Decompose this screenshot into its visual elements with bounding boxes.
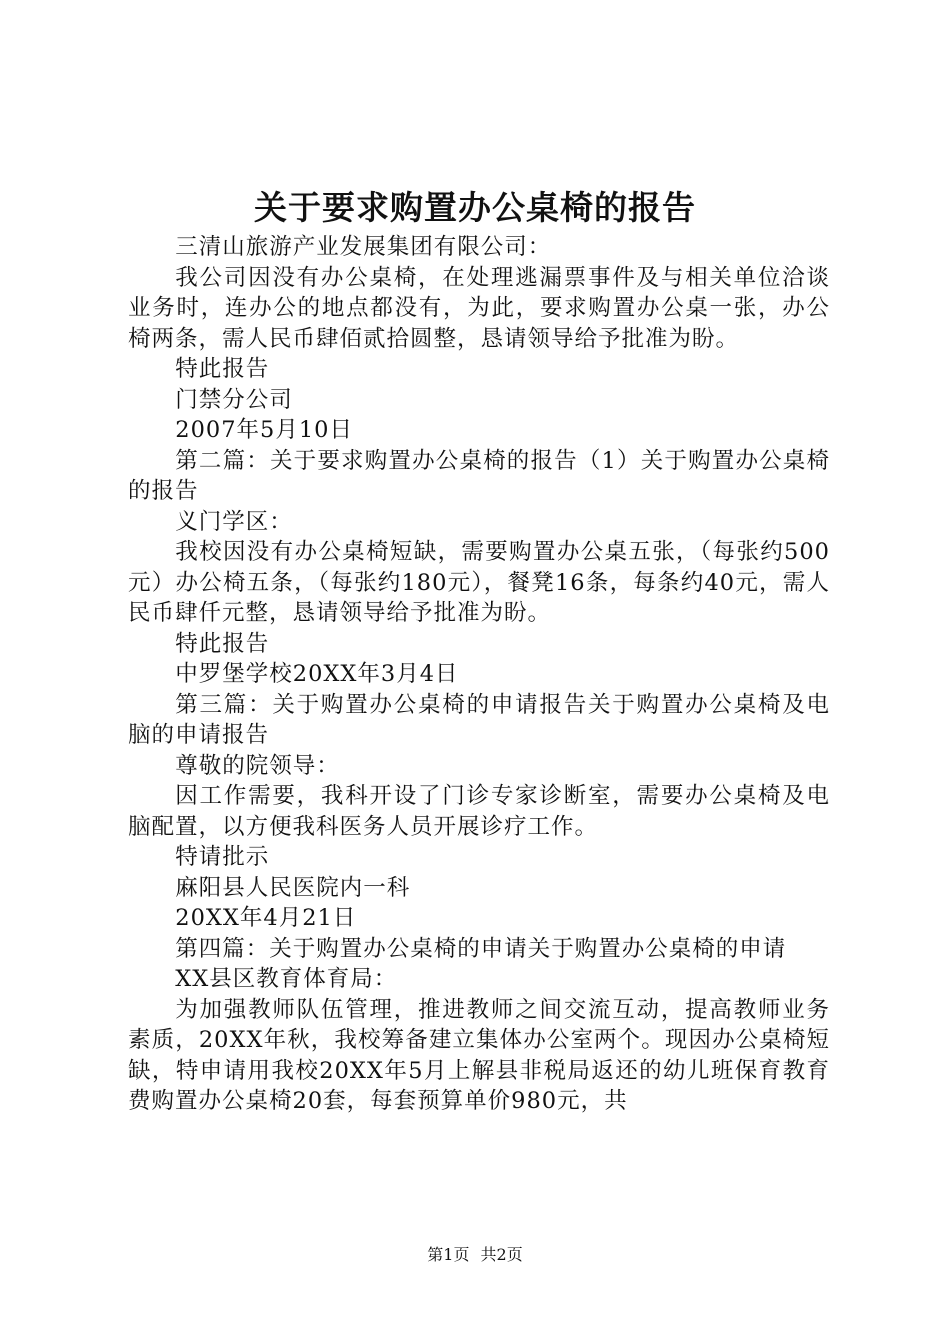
- paragraph: 特此报告: [175, 630, 270, 657]
- document-body: [128, 232, 830, 1117]
- paragraph: 中罗堡学校20XX年3月4日: [175, 661, 459, 687]
- paragraph: 第四篇：关于购置办公桌椅的申请关于购置办公桌椅的申请: [175, 935, 787, 962]
- paragraph: XX县区教育体育局：: [175, 966, 398, 992]
- paragraph: 特此报告: [175, 356, 270, 382]
- paragraph: 2007年5月10日: [175, 417, 353, 443]
- paragraph: 我公司因没有办公桌椅，在处理逃漏票事件及与相关单位洽谈业务时，连办公的地点都没有，为此，要求购置办公桌一张，办公椅两条，需人民币肆佰贰拾圆整，恳请领导给予批准为盼。: [128, 264, 830, 352]
- paragraph: 为加强教师队伍管理，推进教师之间交流互动，提高教师业务素质，20XX年秋，我校筹备建立集体办公室两个。现因办公桌椅短缺，特申请用我校20XX年5月上解县非税局返还的幼儿班保育教育费购置办公桌椅20套，每套预算单价980元，共: [128, 996, 830, 1114]
- paragraph: 我校因没有办公桌椅短缺，需要购置办公桌五张，（每张约500元）办公椅五条，（每张约180元），餐凳16条，每条约40元，需人民币肆仟元整，恳请领导给予批准为盼。: [128, 539, 830, 626]
- paragraph: 第三篇：关于购置办公桌椅的申请报告关于购置办公桌椅及电脑的申请报告: [128, 691, 830, 748]
- paragraph: 麻阳县人民医院内一科: [175, 874, 411, 901]
- paragraph: 门禁分公司: [175, 386, 293, 413]
- paragraph: 尊敬的院领导：: [175, 752, 340, 779]
- document-title: 关于要求购置办公桌椅的报告: [254, 188, 696, 227]
- paragraph: 第二篇：关于要求购置办公桌椅的报告（1）关于购置办公桌椅的报告: [128, 447, 830, 504]
- paragraph: 三清山旅游产业发展集团有限公司：: [175, 234, 552, 260]
- paragraph: 因工作需要，我科开设了门诊专家诊断室，需要办公桌椅及电脑配置，以方便我科医务人员开展诊疗工作。: [128, 783, 830, 840]
- page-total: 共2页: [480, 1245, 523, 1264]
- paragraph: 20XX年4月21日: [175, 905, 357, 931]
- paragraph: 特请批示: [175, 844, 270, 870]
- page-number: 第1页: [427, 1245, 470, 1264]
- paragraph: 义门学区：: [175, 508, 293, 535]
- page-footer: [0, 1244, 950, 1266]
